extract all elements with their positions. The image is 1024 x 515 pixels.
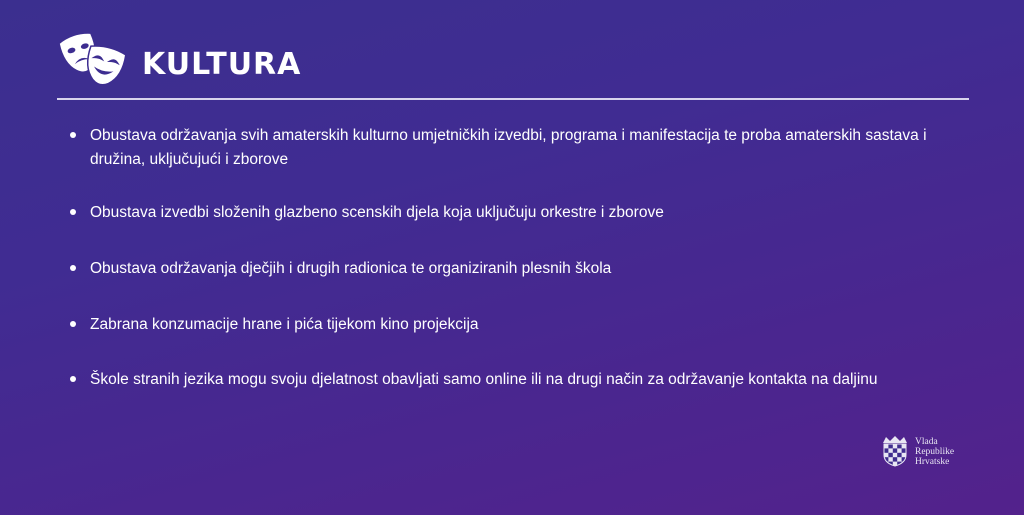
bullet-dot-icon [70,209,76,215]
slide-header [58,30,301,92]
bullet-text: Obustava održavanja svih amaterskih kulturno umjetničkih izvedbi, programa i manifestacija te proba amaterskih sastava i družina, uključujući i zborove [90,127,927,168]
slide-title: KULTURA [142,46,302,82]
bullet-item [70,257,950,281]
bullet-dot-icon [70,321,76,327]
bullet-item [70,124,950,172]
bullet-text: Škole stranih jezika mogu svoju djelatnost obavljati samo online ili na drugi način za održavanje kontakta na daljinu [90,371,878,388]
title-divider [57,98,969,100]
theatre-masks-icon [58,30,128,92]
bullet-text: Obustava održavanja dječjih i drugih radionica te organiziranih plesnih škola [90,260,612,277]
bullet-dot-icon [70,376,76,382]
bullet-text: Obustava izvedbi složenih glazbeno scenskih djela koja uključuju orkestre i zborove [90,204,664,221]
logo-text [915,437,954,467]
bullet-dot-icon [70,132,76,138]
logo-line: Vlada [915,437,938,447]
logo-line: Republike [915,447,955,457]
bullet-text: Zabrana konzumacije hrane i pića tijekom kino projekcija [90,316,479,333]
bullet-item [70,368,950,392]
government-logo [881,435,954,467]
bullet-item [70,201,950,225]
bullet-dot-icon [70,265,76,271]
logo-line: Hrvatske [915,457,950,467]
bullet-item [70,313,950,337]
croatian-coat-of-arms-icon [881,435,909,467]
